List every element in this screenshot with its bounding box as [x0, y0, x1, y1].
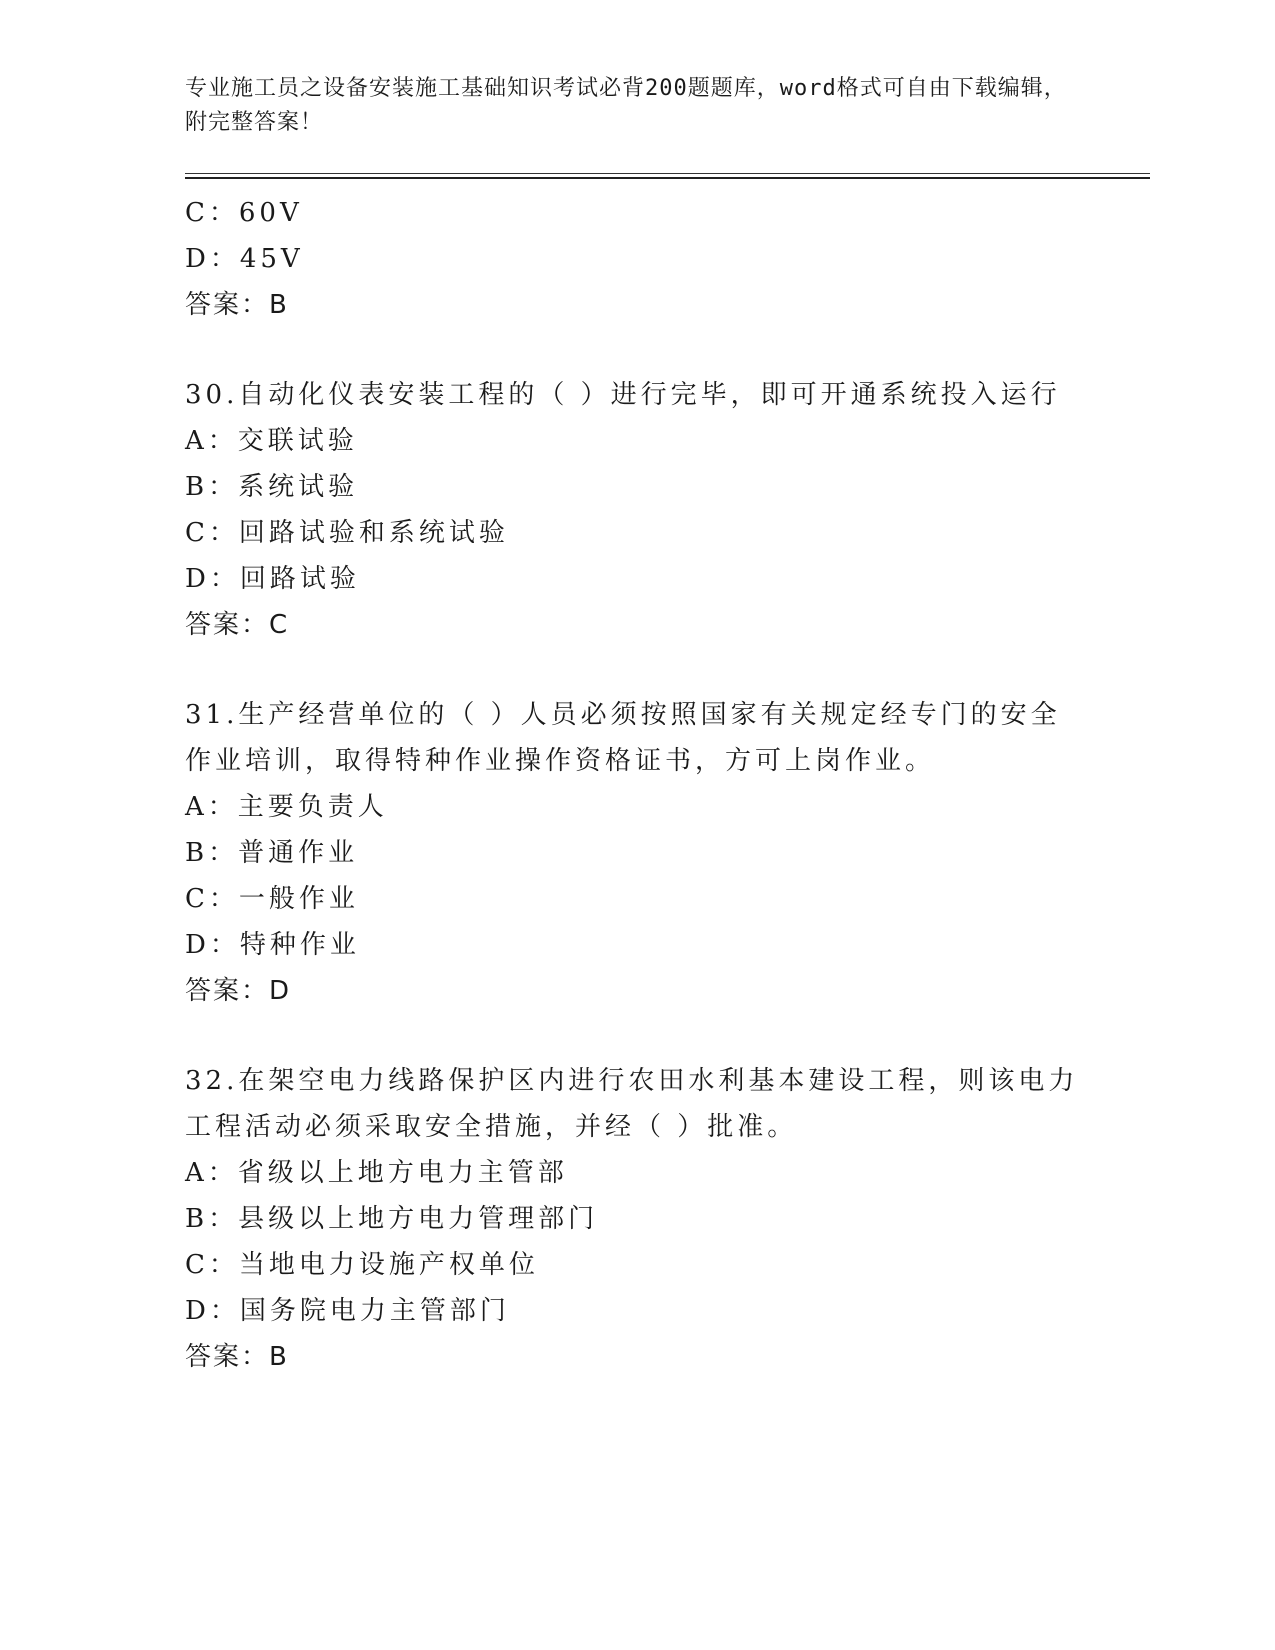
answer-label: 答案：B: [185, 1342, 289, 1372]
option-d: D：国务院电力主管部门: [185, 1296, 510, 1326]
question-32: [185, 1058, 1085, 1380]
header-rule-thin: [185, 173, 1150, 174]
option-d: D：特种作业: [185, 930, 360, 960]
question-29-continued: [185, 190, 1085, 328]
option-a: A：主要负责人: [185, 792, 388, 822]
question-stem: 30.自动化仪表安装工程的（ ）进行完毕，即可开通系统投入运行: [185, 380, 1061, 410]
option-b: B：普通作业: [185, 838, 359, 868]
answer-label: 答案：D: [185, 976, 292, 1006]
option-c: C：60V: [185, 198, 303, 228]
question-stem: 32.在架空电力线路保护区内进行农田水利基本建设工程，则该电力工程活动必须采取安全措施，并经（ ）批准。: [185, 1066, 1079, 1142]
document-header: [185, 72, 1085, 140]
option-d: D：回路试验: [185, 564, 360, 594]
option-d: D：45V: [185, 244, 304, 274]
question-30: [185, 372, 1085, 648]
answer-label: 答案：C: [185, 610, 290, 640]
option-c: C：回路试验和系统试验: [185, 518, 509, 548]
question-31: [185, 692, 1085, 1014]
option-b: B：系统试验: [185, 472, 359, 502]
option-c: C：一般作业: [185, 884, 359, 914]
header-rule-thick: [185, 177, 1150, 179]
question-stem: 31.生产经营单位的（ ）人员必须按照国家有关规定经专门的安全作业培训，取得特种作业操作资格证书，方可上岗作业。: [185, 700, 1061, 776]
option-a: A：省级以上地方电力主管部: [185, 1158, 568, 1188]
answer-label: 答案：B: [185, 290, 289, 320]
option-a: A：交联试验: [185, 426, 358, 456]
page-content: [185, 190, 1085, 1380]
option-b: B：县级以上地方电力管理部门: [185, 1204, 599, 1234]
header-title: 专业施工员之设备安装施工基础知识考试必背200题题库，word格式可自由下载编辑，附完整答案！: [185, 76, 1067, 135]
option-c: C：当地电力设施产权单位: [185, 1250, 539, 1280]
